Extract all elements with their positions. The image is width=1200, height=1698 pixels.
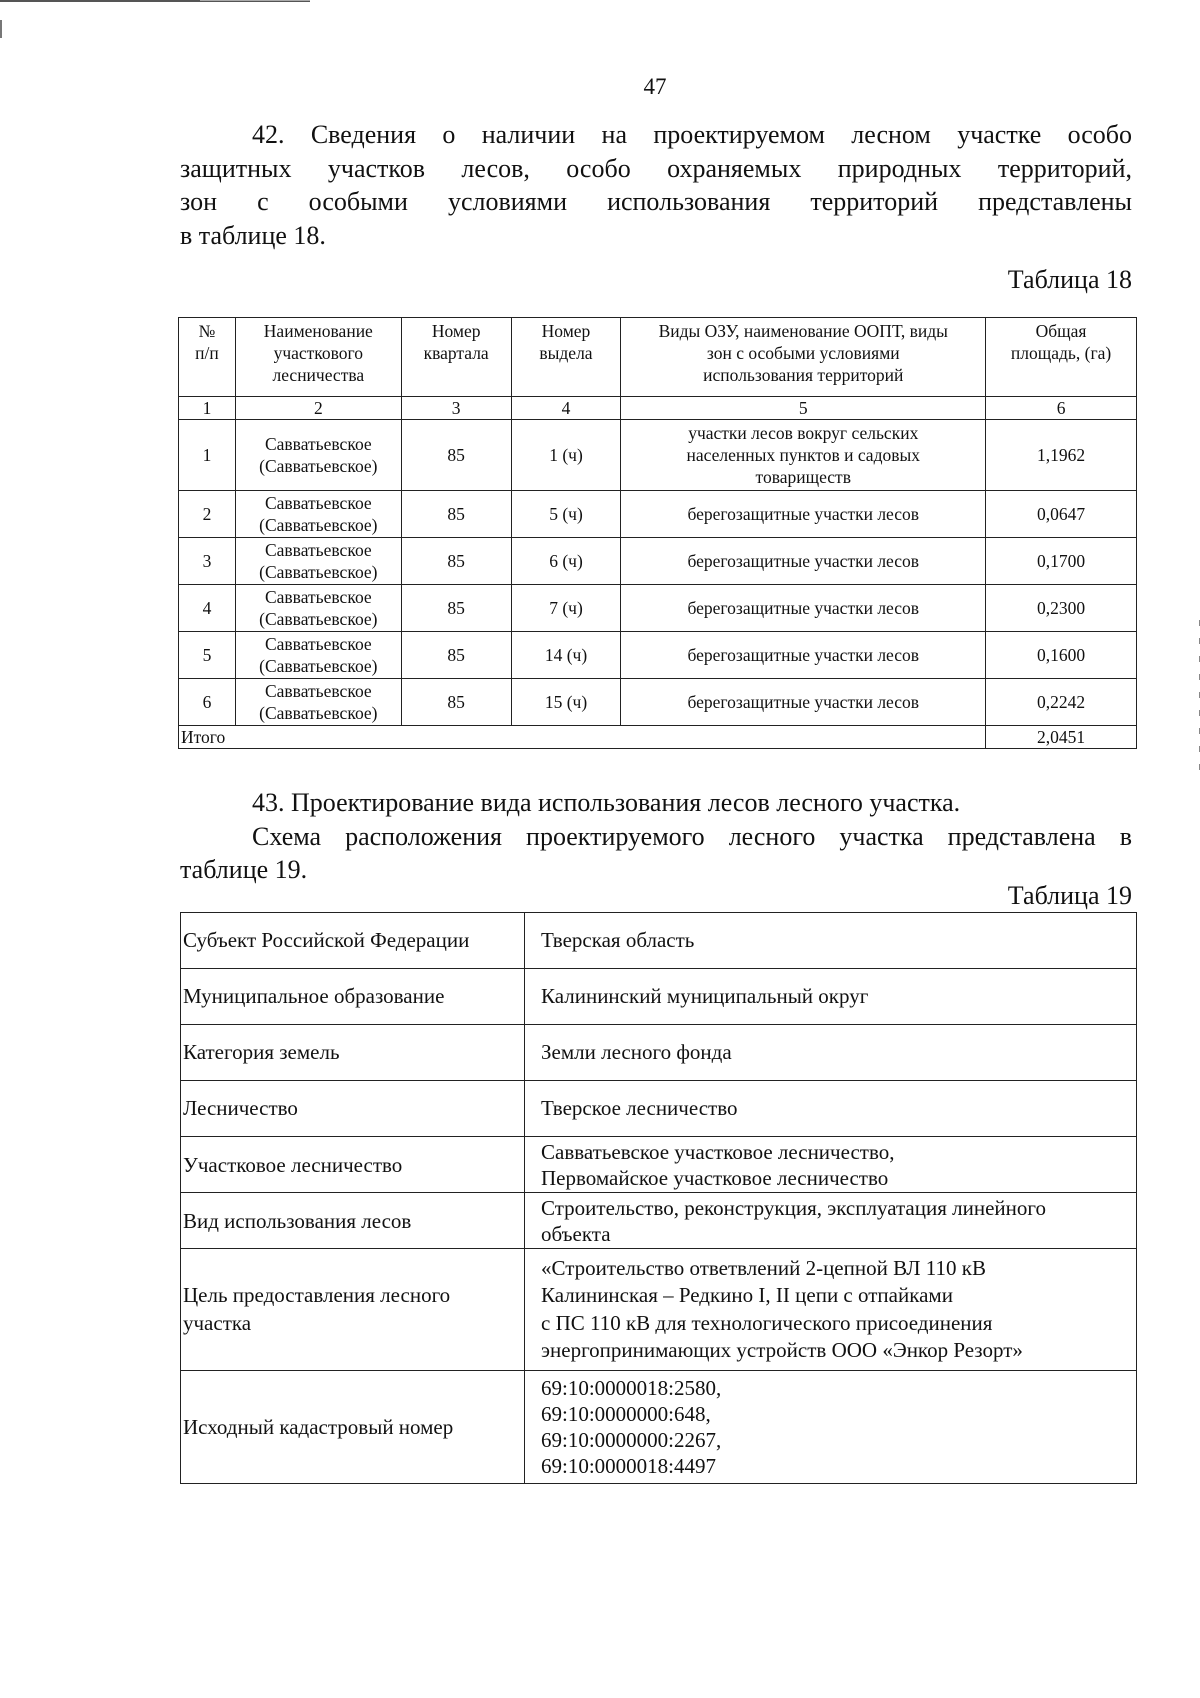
column-number: 2 xyxy=(235,397,401,420)
table-row xyxy=(179,538,1137,585)
table-row xyxy=(179,632,1137,679)
table-row xyxy=(181,969,1137,1025)
type-text: населенных пунктов и садовых xyxy=(686,445,920,465)
paragraph-line: 42. Сведения о наличии на проектируемом лесном участке особо xyxy=(252,120,1132,149)
table-19-caption: Таблица 19 xyxy=(1007,881,1132,910)
header-cell-plot xyxy=(511,318,621,397)
paragraph-line: Схема расположения проектируемого лесного участка представлена в xyxy=(252,821,1132,851)
forestry-name: Савватьевское xyxy=(264,434,372,454)
total-row xyxy=(179,726,1137,749)
scan-edge-artifact xyxy=(200,0,310,1)
table-row xyxy=(181,913,1137,969)
value-cell: Калининский муниципальный округ xyxy=(525,969,1137,1025)
page-number: 47 xyxy=(643,74,667,99)
value-line: Савватьевское участковое лесничество, xyxy=(541,1139,895,1164)
plot-cell: 7 (ч) xyxy=(511,585,621,632)
forestry-name: (Савватьевское) xyxy=(259,515,378,535)
row-number: 6 xyxy=(179,679,236,726)
header-text: п/п xyxy=(195,343,219,363)
value-line: с ПС 110 кВ для технологического присоединения xyxy=(541,1310,993,1335)
table-header-row xyxy=(179,318,1137,397)
table-19 xyxy=(180,912,1137,1484)
header-text: площадь, (га) xyxy=(1010,343,1112,363)
value-cell xyxy=(525,1193,1137,1249)
header-text: Виды ОЗУ, наименование ООПТ, виды xyxy=(658,321,948,341)
forestry-cell xyxy=(235,632,401,679)
section-43-title: 43. Проектирование вида использования лесов лесного участка. xyxy=(252,788,961,817)
row-number: 4 xyxy=(179,585,236,632)
table-row xyxy=(181,1081,1137,1137)
value-cell: Земли лесного фонда xyxy=(525,1025,1137,1081)
header-text: № xyxy=(198,321,216,341)
quarter-cell: 85 xyxy=(401,538,511,585)
forestry-name: (Савватьевское) xyxy=(259,562,378,582)
column-number: 6 xyxy=(986,397,1137,420)
key-cell: Муниципальное образование xyxy=(181,969,525,1025)
table-row xyxy=(179,679,1137,726)
scan-edge-artifact xyxy=(0,20,2,38)
forestry-name: Савватьевское xyxy=(264,587,372,607)
section-43-paragraph xyxy=(180,786,1132,887)
forestry-cell xyxy=(235,420,401,491)
quarter-cell: 85 xyxy=(401,491,511,538)
header-text: Номер xyxy=(541,321,591,341)
paragraph-line: защитных участков лесов, особо охраняемых природных территорий, xyxy=(180,153,1132,183)
forestry-name: Савватьевское xyxy=(264,681,372,701)
forestry-cell xyxy=(235,538,401,585)
value-line: Калининская – Редкино I, II цепи с отпайками xyxy=(541,1283,953,1307)
forestry-name: (Савватьевское) xyxy=(259,703,378,723)
header-text: участкового xyxy=(273,343,364,363)
value-cell xyxy=(525,1371,1137,1484)
forestry-name: Савватьевское xyxy=(264,493,372,513)
section-42-paragraph xyxy=(180,118,1132,252)
key-cell: Лесничество xyxy=(181,1081,525,1137)
type-cell: берегозащитные участки лесов xyxy=(621,585,986,632)
area-cell: 0,1700 xyxy=(986,538,1137,585)
table-row xyxy=(181,1025,1137,1081)
forestry-cell xyxy=(235,679,401,726)
header-text: лесничества xyxy=(272,365,365,385)
quarter-cell: 85 xyxy=(401,585,511,632)
header-cell-area xyxy=(986,318,1137,397)
area-cell: 0,0647 xyxy=(986,491,1137,538)
type-text: товариществ xyxy=(755,467,851,487)
area-cell: 0,2300 xyxy=(986,585,1137,632)
type-cell xyxy=(621,420,986,491)
area-cell: 0,2242 xyxy=(986,679,1137,726)
total-area: 2,0451 xyxy=(986,726,1137,749)
value-line: «Строительство ответвлений 2-цепной ВЛ 110 кВ xyxy=(541,1255,986,1280)
plot-cell: 14 (ч) xyxy=(511,632,621,679)
table-row xyxy=(181,1371,1137,1484)
header-text: зон с особыми условиями xyxy=(706,343,900,363)
value-line: Строительство, реконструкция, эксплуатация линейного xyxy=(541,1195,1046,1220)
header-text: Общая xyxy=(1035,321,1087,341)
type-cell: берегозащитные участки лесов xyxy=(621,538,986,585)
value-cell: Тверское лесничество xyxy=(525,1081,1137,1137)
row-number: 5 xyxy=(179,632,236,679)
forestry-name: Савватьевское xyxy=(264,540,372,560)
plot-cell: 15 (ч) xyxy=(511,679,621,726)
type-text: участки лесов вокруг сельских xyxy=(688,423,919,443)
area-cell: 1,1962 xyxy=(986,420,1137,491)
table-row xyxy=(179,585,1137,632)
table-row xyxy=(181,1249,1137,1371)
forestry-name: (Савватьевское) xyxy=(259,609,378,629)
header-text: использования территорий xyxy=(703,365,904,385)
type-cell: берегозащитные участки лесов xyxy=(621,632,986,679)
value-line: Первомайское участковое лесничество xyxy=(541,1165,889,1190)
header-cell-forestry xyxy=(235,318,401,397)
key-line: Цель предоставления лесного xyxy=(183,1283,451,1307)
plot-cell: 6 (ч) xyxy=(511,538,621,585)
forestry-cell xyxy=(235,585,401,632)
table-row xyxy=(181,1137,1137,1193)
forestry-name: (Савватьевское) xyxy=(259,456,378,476)
table-row xyxy=(181,1193,1137,1249)
paragraph-line: таблице 19. xyxy=(180,855,308,884)
value-cell: Тверская область xyxy=(525,913,1137,969)
cadastral-number: 69:10:0000000:648, xyxy=(541,1402,711,1426)
cadastral-number: 69:10:0000018:2580, xyxy=(541,1376,722,1400)
cadastral-number: 69:10:0000000:2267, xyxy=(541,1428,722,1452)
plot-cell: 1 (ч) xyxy=(511,420,621,491)
row-number: 3 xyxy=(179,538,236,585)
table-18 xyxy=(178,317,1137,749)
table-18-caption: Таблица 18 xyxy=(1007,265,1132,294)
key-cell: Субъект Российской Федерации xyxy=(181,913,525,969)
key-cell: Исходный кадастровый номер xyxy=(181,1371,525,1484)
header-cell-number xyxy=(179,318,236,397)
column-number: 1 xyxy=(179,397,236,420)
column-number: 5 xyxy=(621,397,986,420)
forestry-name: Савватьевское xyxy=(264,634,372,654)
key-line: участка xyxy=(183,1310,252,1335)
type-cell: берегозащитные участки лесов xyxy=(621,679,986,726)
key-cell: Вид использования лесов xyxy=(181,1193,525,1249)
column-number: 3 xyxy=(401,397,511,420)
paragraph-line: зон с особыми условиями использования территорий представлены xyxy=(180,187,1132,216)
quarter-cell: 85 xyxy=(401,632,511,679)
header-text: Номер xyxy=(431,321,481,341)
column-number: 4 xyxy=(511,397,621,420)
table-row xyxy=(179,491,1137,538)
plot-cell: 5 (ч) xyxy=(511,491,621,538)
value-line: энергопринимающих устройств ООО «Энкор Резорт» xyxy=(541,1338,1023,1362)
key-cell: Участковое лесничество xyxy=(181,1137,525,1193)
type-cell: берегозащитные участки лесов xyxy=(621,491,986,538)
header-text: квартала xyxy=(423,343,489,363)
quarter-cell: 85 xyxy=(401,679,511,726)
table-row xyxy=(179,420,1137,491)
area-cell: 0,1600 xyxy=(986,632,1137,679)
quarter-cell: 85 xyxy=(401,420,511,491)
row-number: 1 xyxy=(179,420,236,491)
key-cell xyxy=(181,1249,525,1371)
forestry-name: (Савватьевское) xyxy=(259,656,378,676)
row-number: 2 xyxy=(179,491,236,538)
value-cell xyxy=(525,1137,1137,1193)
header-cell-quarter xyxy=(401,318,511,397)
total-label: Итого xyxy=(179,726,986,749)
value-cell xyxy=(525,1249,1137,1371)
forestry-cell xyxy=(235,491,401,538)
header-cell-type xyxy=(621,318,986,397)
column-number-row xyxy=(179,397,1137,420)
cadastral-number: 69:10:0000018:4497 xyxy=(541,1454,717,1478)
value-line: объекта xyxy=(541,1221,611,1246)
key-cell: Категория земель xyxy=(181,1025,525,1081)
paragraph-line: в таблице 18. xyxy=(180,220,326,250)
header-text: Наименование xyxy=(263,321,373,341)
header-text: выдела xyxy=(539,343,593,363)
